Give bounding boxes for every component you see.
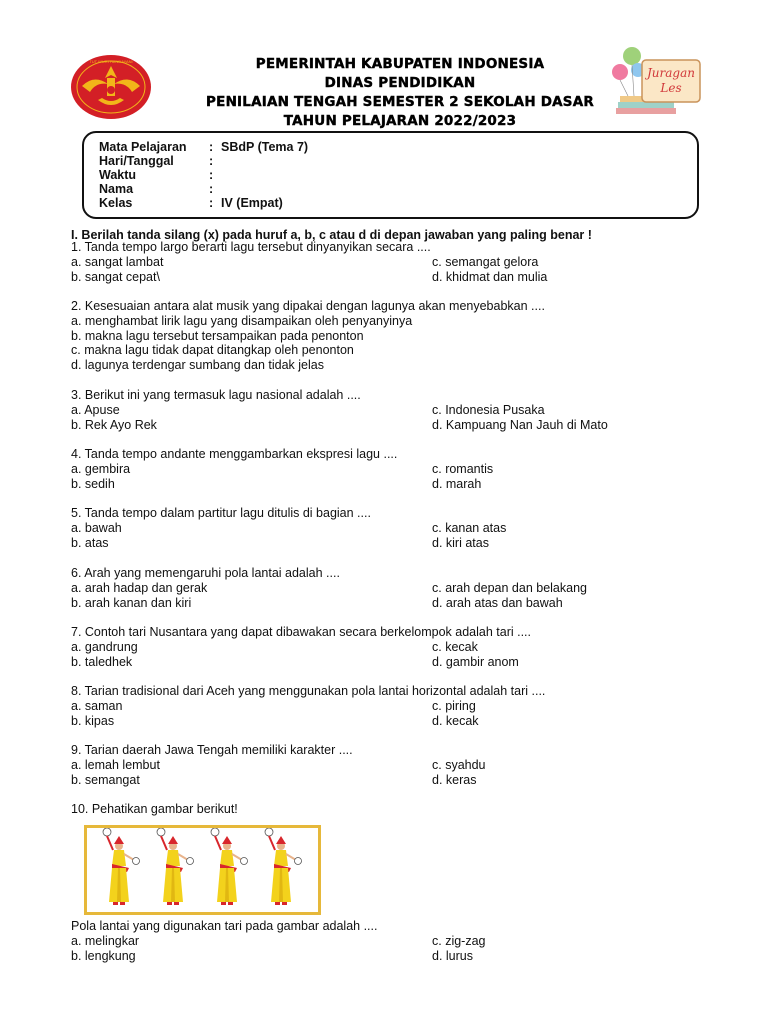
info-colon: : xyxy=(209,196,214,210)
answer-option: d. marah xyxy=(432,476,482,491)
answer-option: d. gambir anom xyxy=(432,654,519,669)
dancers-picture xyxy=(84,825,321,915)
logo-right-line1: Juragan xyxy=(647,66,695,80)
question-stem: 7. Contoh tari Nusantara yang dapat dibawakan secara berkelompok adalah tari .... xyxy=(71,625,531,639)
question-stem: 5. Tanda tempo dalam partitur lagu ditulis di bagian .... xyxy=(71,506,371,520)
answer-option: c. Indonesia Pusaka xyxy=(432,402,545,417)
answer-option: b. sedih xyxy=(71,476,115,491)
answer-option: b. kipas xyxy=(71,713,115,728)
logo-left-text: TUT WURI HANDAYANI xyxy=(89,59,133,64)
answer-option: c. arah depan dan belakang xyxy=(432,580,587,595)
answer-option: d. kecak xyxy=(432,713,479,728)
info-value: IV (Empat) xyxy=(221,196,283,210)
answer-option: a. lemah lembut xyxy=(71,757,160,772)
answer-option: c. semangat gelora xyxy=(432,254,539,269)
question-7 xyxy=(71,625,711,669)
question-stem: 4. Tanda tempo andante menggambarkan ekspresi lagu .... xyxy=(71,447,398,461)
question-10 xyxy=(71,802,711,817)
info-row-date xyxy=(99,154,221,168)
dancer-figure xyxy=(211,828,248,905)
identity-box xyxy=(82,131,699,219)
question-stem: 1. Tanda tempo largo berarti lagu tersebut dinyanyikan secara .... xyxy=(71,240,431,254)
info-label: Nama xyxy=(99,182,134,196)
answer-option: c. piring xyxy=(432,698,476,713)
info-row-subject xyxy=(99,140,308,154)
answer-option: b. atas xyxy=(71,535,109,550)
answer-option: c. romantis xyxy=(432,461,494,476)
logo-right-line2: Les xyxy=(660,81,682,95)
answer-option: b. Rek Ayo Rek xyxy=(71,417,157,432)
question-1 xyxy=(71,240,711,284)
question-3 xyxy=(71,388,711,432)
info-colon: : xyxy=(209,154,214,168)
answer-option: c. kanan atas xyxy=(432,520,507,535)
answer-option: b. makna lagu tersebut tersampaikan pada penonton xyxy=(71,328,364,343)
question-9 xyxy=(71,743,711,787)
header-exam-title: PENILAIAN TENGAH SEMESTER 2 SEKOLAH DASAR xyxy=(206,94,594,110)
info-row-time xyxy=(99,168,221,182)
answer-option: b. arah kanan dan kiri xyxy=(71,595,192,610)
answer-option: d. lagunya terdengar sumbang dan tidak jelas xyxy=(71,358,324,373)
answer-option: b. semangat xyxy=(71,772,140,787)
info-label: Mata Pelajaran xyxy=(99,140,187,154)
header-department: DINAS PENDIDIKAN xyxy=(324,75,476,91)
question-6 xyxy=(71,566,711,610)
dancer-figure xyxy=(265,828,302,905)
answer-option: b. taledhek xyxy=(71,654,133,669)
info-label: Kelas xyxy=(99,196,133,210)
question-4 xyxy=(71,447,711,491)
info-colon: : xyxy=(209,140,214,154)
dancers-illustration xyxy=(87,828,318,912)
juragan-les-logo xyxy=(608,46,708,118)
question-5 xyxy=(71,506,711,550)
dancer-figure xyxy=(157,828,194,905)
section-instruction: I. Berilah tanda silang (x) pada huruf a, b, c atau d di depan jawaban yang paling benar ! xyxy=(71,228,592,242)
question-stem: 2. Kesesuaian antara alat musik yang dipakai dengan lagunya akan menyebabkan .... xyxy=(71,299,545,313)
question-stem: 9. Tarian daerah Jawa Tengah memiliki karakter .... xyxy=(71,743,353,757)
question-10-follow xyxy=(71,919,711,963)
question-stem: 6. Arah yang memengaruhi pola lantai adalah .... xyxy=(71,566,340,580)
document-header xyxy=(150,55,650,131)
answer-option: a. sangat lambat xyxy=(71,254,164,269)
answer-option: b. sangat cepat\ xyxy=(71,269,160,284)
info-row-class xyxy=(99,196,283,210)
info-row-name xyxy=(99,182,221,196)
answer-option: a. bawah xyxy=(71,520,122,535)
answer-option: d. Kampuang Nan Jauh di Mato xyxy=(432,417,608,432)
question-stem: 8. Tarian tradisional dari Aceh yang menggunakan pola lantai horizontal adalah tari .... xyxy=(71,684,546,698)
info-colon: : xyxy=(209,182,214,196)
answer-option: d. keras xyxy=(432,772,477,787)
answer-option: d. lurus xyxy=(432,948,473,963)
info-value: SBdP (Tema 7) xyxy=(221,140,309,154)
header-school-year: TAHUN PELAJARAN 2022/2023 xyxy=(283,113,517,129)
answer-option: a. menghambat lirik lagu yang disampaikan oleh penyanyinya xyxy=(71,313,413,328)
answer-option: a. gembira xyxy=(71,461,131,476)
answer-option: c. makna lagu tidak dapat ditangkap oleh penonton xyxy=(71,343,354,358)
answer-option: a. Apuse xyxy=(71,402,120,417)
question-2 xyxy=(71,299,711,373)
answer-option: d. arah atas dan bawah xyxy=(432,595,563,610)
answer-option: a. arah hadap dan gerak xyxy=(71,580,208,595)
info-label: Hari/Tanggal xyxy=(99,154,174,168)
info-label: Waktu xyxy=(99,168,137,182)
header-government: PEMERINTAH KABUPATEN INDONESIA xyxy=(255,56,545,72)
answer-option: a. gandrung xyxy=(71,639,138,654)
answer-option: d. kiri atas xyxy=(432,535,489,550)
info-colon: : xyxy=(209,168,214,182)
answer-option: b. lengkung xyxy=(71,948,136,963)
answer-option: a. saman xyxy=(71,698,123,713)
dancer-figure xyxy=(103,828,140,905)
answer-option: c. kecak xyxy=(432,639,478,654)
question-8 xyxy=(71,684,711,728)
answer-option: c. syahdu xyxy=(432,757,486,772)
question-stem: Pola lantai yang digunakan tari pada gambar adalah .... xyxy=(71,919,378,933)
question-stem: 3. Berikut ini yang termasuk lagu nasional adalah .... xyxy=(71,388,361,402)
tut-wuri-handayani-logo xyxy=(68,52,154,122)
answer-option: c. zig-zag xyxy=(432,933,486,948)
answer-option: d. khidmat dan mulia xyxy=(432,269,548,284)
answer-option: a. melingkar xyxy=(71,933,140,948)
question-stem: 10. Pehatikan gambar berikut! xyxy=(71,802,238,816)
